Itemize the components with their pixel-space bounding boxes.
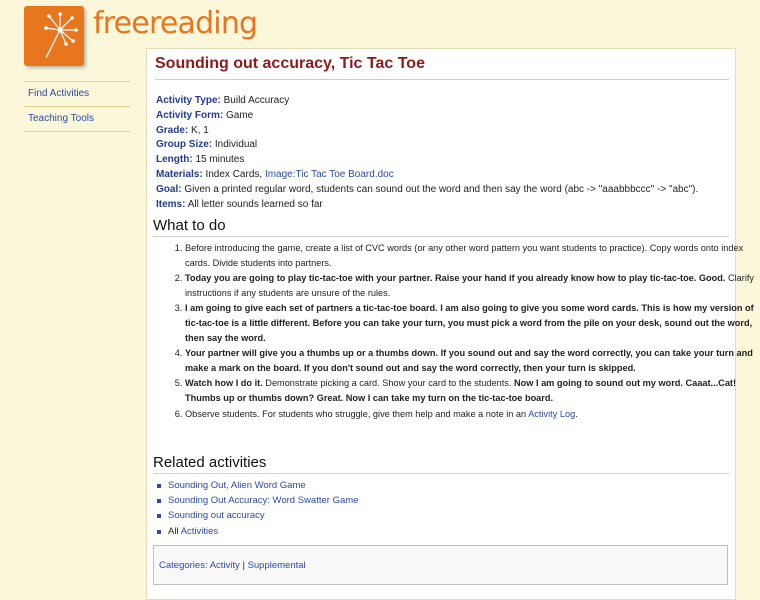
step-bold-text: Your partner will give you a thumbs up or a thumbs down. If you sound out and say the word correctly, you can take your turn and make a mark on the board. If you don't sound out and say the word correctly, then your turn is skipped. [185, 348, 753, 373]
materials-link[interactable]: Image:Tic Tac Toe Board.doc [264, 168, 394, 180]
property-grade [156, 124, 698, 139]
bullet-icon [157, 484, 161, 488]
what-to-do-divider [153, 236, 729, 237]
brand-wordmark[interactable] [93, 6, 257, 41]
step-text: Observe students. For students who struggle, give them help and make a note in an [185, 408, 529, 419]
sidebar-nav [24, 81, 130, 132]
bullet-icon [157, 499, 161, 503]
related-divider [153, 473, 729, 474]
step-bold-text: Today you are going to play tic-tac-toe with your partner. Raise your hand if you already know how to play tic-tac-toe. Good. [185, 273, 726, 284]
dandelion-icon [24, 6, 84, 66]
step-bold-text: Watch how I do it. [185, 378, 263, 389]
categories-box [153, 545, 728, 585]
property-key: Materials: [156, 168, 203, 180]
property-key: Items: [156, 198, 186, 210]
title-divider [155, 79, 729, 80]
activity-properties [156, 94, 698, 212]
property-key: Grade: [156, 124, 189, 136]
step-item [185, 346, 760, 375]
property-value: K, 1 [191, 124, 209, 136]
page-title: Sounding out accuracy, Tic Tac Toe [155, 55, 425, 72]
property-key: Length: [156, 154, 193, 166]
property-value: Given a printed regular word, students can sound out the word and then say the word (abc -> "aaabbbccc" -> "abc"). [184, 183, 699, 195]
related-link[interactable]: Sounding out accuracy [168, 510, 265, 522]
step-item [185, 241, 760, 270]
property-value: Index Cards, [205, 168, 263, 180]
step-item [185, 407, 760, 422]
all-prefix: All [168, 525, 179, 537]
step-item [185, 271, 760, 300]
property-goal [156, 183, 698, 198]
category-link-activity[interactable]: Activity [209, 560, 240, 571]
all-activities-link[interactable]: Activities [180, 525, 219, 537]
related-link[interactable]: Sounding Out Accuracy: Word Swatter Game [168, 495, 359, 507]
property-group-size [156, 138, 698, 153]
step-bold-text: Now I am going to sound out my word. Caaat...Cat! Thumbs up or thumbs down? Great. Now I can take my turn on the tic-tac-toe board. [185, 378, 737, 403]
step-item [185, 301, 760, 345]
steps-list [155, 241, 760, 422]
related-heading: Related activities [153, 454, 267, 471]
property-value: 15 minutes [195, 154, 245, 166]
step-text: Demonstrate picking a card. Show your card to the students. [262, 378, 515, 389]
property-key: Goal: [156, 183, 182, 195]
related-link[interactable]: Sounding Out, Alien Word Game [168, 480, 306, 491]
property-value: Individual [214, 139, 258, 151]
property-value: Build Accuracy [223, 95, 290, 106]
property-activity-form [156, 109, 698, 124]
step-text: . [575, 408, 578, 419]
property-key: Activity Form: [156, 109, 224, 121]
bullet-icon [157, 514, 161, 518]
logo-icon[interactable] [24, 6, 84, 66]
property-value: Game [226, 109, 254, 121]
list-item [168, 508, 358, 523]
bullet-icon [157, 530, 161, 534]
property-key: Activity Type: [156, 95, 221, 106]
sidebar-item-find-activities[interactable]: Find Activities [24, 81, 130, 106]
property-activity-type [156, 94, 698, 109]
property-length [156, 153, 698, 168]
categories-label-link[interactable]: Categories: [159, 560, 208, 571]
step-bold-text: I am going to give each set of partners a tic-tac-toe board. I am also going to give you some word cards. This is how my version of tic-tac-toe is a little different. Before you can take your turn, you must pick a word from the pile on your desk, sound out the word, then say the word. [185, 303, 754, 343]
related-list [155, 478, 358, 539]
brand-free: free [93, 6, 149, 41]
list-item [168, 493, 358, 508]
brand-reading: reading [148, 6, 258, 41]
property-items [156, 198, 698, 213]
sidebar-item-teaching-tools[interactable]: Teaching Tools [24, 106, 130, 132]
list-item [168, 478, 358, 493]
category-separator: | [242, 560, 245, 571]
step-text: Clarify instructions if any students are unsure of the rules. [185, 273, 755, 298]
main-content [146, 48, 755, 600]
activity-log-link[interactable]: Activity Log [528, 408, 576, 419]
step-item [185, 376, 760, 405]
property-key: Group Size: [156, 139, 213, 151]
step-text: Before introducing the game, create a list of CVC words (or any other word pattern you want students to practice). Copy words onto index cards. Divide students into partners. [185, 243, 744, 268]
property-value: All letter sounds learned so far [187, 198, 323, 210]
category-link-supplemental[interactable]: Supplemental [247, 560, 306, 571]
list-item [168, 524, 358, 539]
what-to-do-heading: What to do [153, 217, 226, 234]
property-materials [156, 168, 698, 183]
